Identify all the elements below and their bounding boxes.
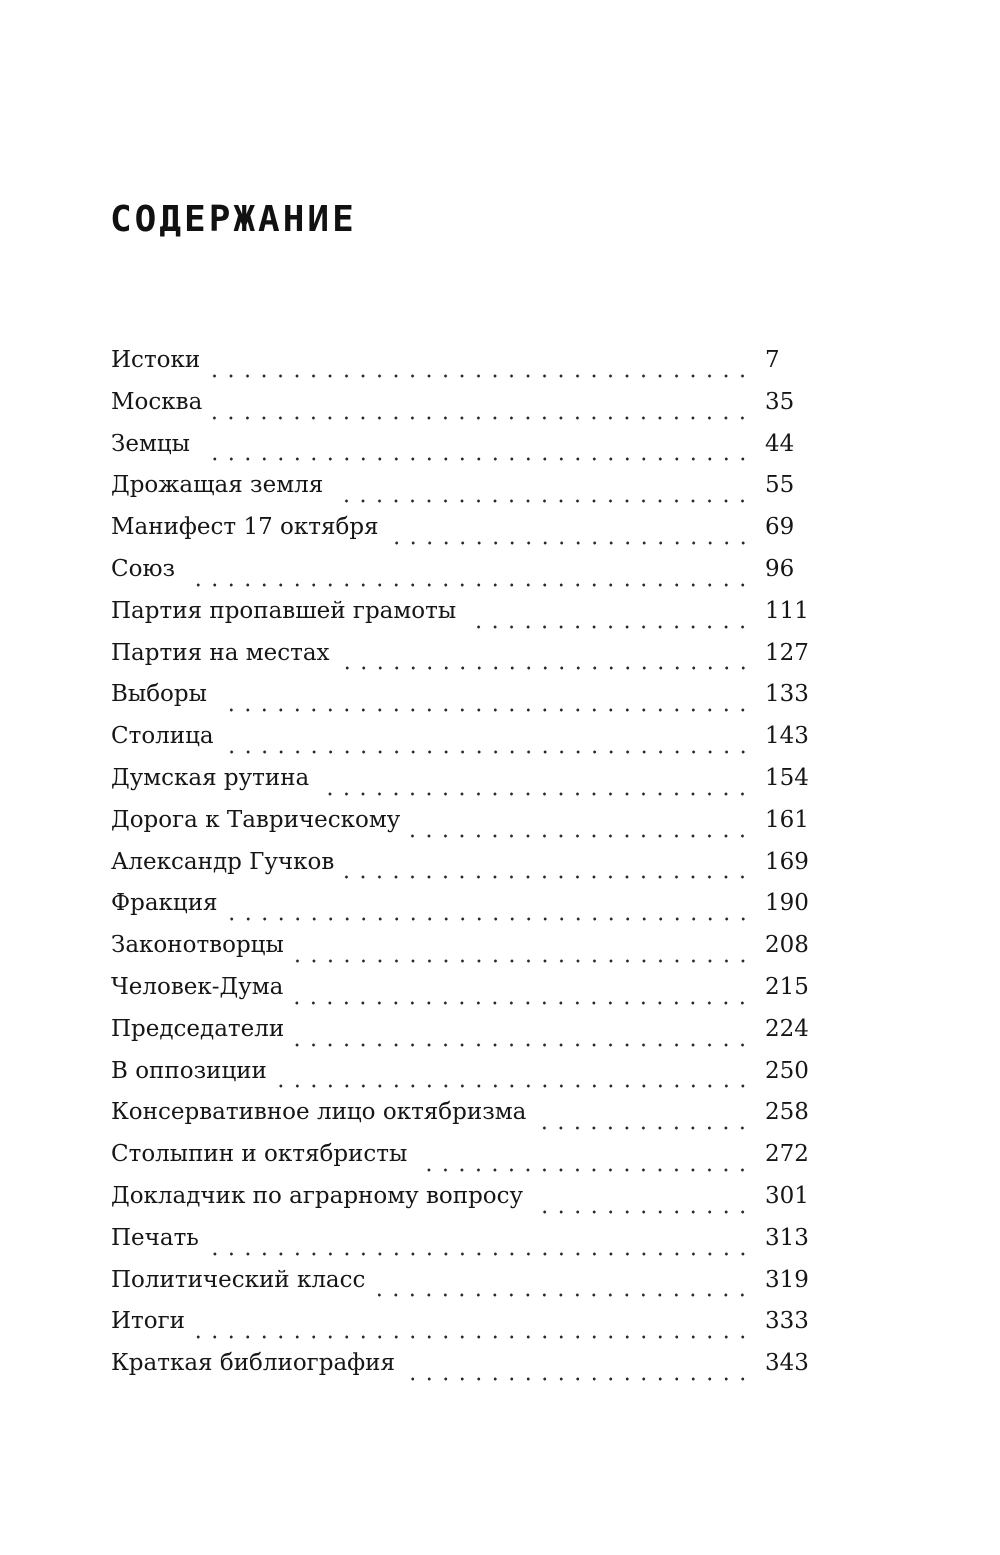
toc-entry-page-number: 55	[765, 472, 795, 499]
toc-entry[interactable]	[111, 974, 811, 1016]
toc-entry[interactable]	[111, 1267, 811, 1309]
toc-entry-title: Консервативное лицо октябризма	[111, 1099, 527, 1126]
toc-entry-title: Москва	[111, 388, 203, 415]
toc-entry-title: Манифест 17 октября	[111, 514, 379, 541]
toc-entry[interactable]	[111, 765, 811, 807]
toc-entry-page-number: 154	[765, 764, 809, 791]
toc-entry-title: Фракция	[111, 890, 218, 917]
dot-leader	[533, 1210, 751, 1214]
toc-entry-page-number: 143	[765, 723, 809, 750]
dot-leader	[224, 750, 751, 754]
toc-entry-page-number: 44	[765, 430, 795, 457]
dot-leader	[340, 666, 751, 670]
toc-entry-page-number: 111	[765, 597, 809, 624]
toc-entry-page-number: 35	[765, 388, 795, 415]
toc-entry-title: Законотворцы	[111, 932, 284, 959]
dot-leader	[212, 416, 751, 420]
dot-leader	[210, 374, 751, 378]
toc-entry-page-number: 258	[765, 1099, 809, 1126]
toc-entry-title: Союз	[111, 555, 176, 582]
toc-entry-page-number: 96	[765, 555, 795, 582]
toc-entry[interactable]	[111, 556, 811, 598]
toc-entry-page-number: 301	[765, 1182, 809, 1209]
toc-entry-page-number: 69	[765, 514, 795, 541]
toc-entry[interactable]	[111, 389, 811, 431]
toc-entry[interactable]	[111, 1183, 811, 1225]
dot-leader	[217, 708, 751, 712]
toc-entry-page-number: 319	[765, 1266, 809, 1293]
toc-entry-title: Думская рутина	[111, 764, 310, 791]
toc-entry-page-number: 215	[765, 973, 809, 1000]
dot-leader	[344, 875, 751, 879]
dot-leader	[466, 625, 751, 629]
dot-leader	[294, 1043, 751, 1047]
dot-leader	[277, 1084, 751, 1088]
toc-entry-title: Александр Гучков	[111, 848, 335, 875]
toc-entry-page-number: 133	[765, 681, 809, 708]
toc-entry[interactable]	[111, 932, 811, 974]
toc-entry-title: Столица	[111, 723, 214, 750]
toc-entry[interactable]	[111, 1016, 811, 1058]
dot-leader	[389, 541, 751, 545]
toc-entry-title: Человек-Дума	[111, 973, 284, 1000]
dot-leader	[185, 583, 751, 587]
toc-entry[interactable]	[111, 807, 811, 849]
toc-entry-title: В оппозиции	[111, 1057, 267, 1084]
toc-entry-title: Дорога к Таврическому	[111, 806, 401, 833]
table-of-contents	[111, 347, 811, 1392]
toc-entry[interactable]	[111, 1308, 811, 1350]
toc-entry-page-number: 7	[765, 347, 780, 373]
toc-entry[interactable]	[111, 890, 811, 932]
toc-entry-title: Докладчик по аграрному вопросу	[111, 1182, 524, 1209]
dot-leader	[375, 1293, 751, 1297]
toc-entry[interactable]	[111, 1350, 811, 1392]
toc-entry[interactable]	[111, 640, 811, 682]
dot-leader	[228, 917, 751, 921]
toc-entry-title: Выборы	[111, 681, 207, 708]
toc-entry[interactable]	[111, 431, 811, 473]
toc-entry[interactable]	[111, 1225, 811, 1267]
toc-entry-title: Партия на местах	[111, 639, 330, 666]
toc-entry-title: Дрожащая земля	[111, 472, 324, 499]
dot-leader	[294, 959, 751, 963]
page-title: СОДЕРЖАНИЕ	[110, 199, 357, 240]
toc-entry-page-number: 250	[765, 1057, 809, 1084]
toc-entry-page-number: 127	[765, 639, 809, 666]
toc-entry-title: Земцы	[111, 430, 190, 457]
toc-entry-title: Председатели	[111, 1015, 285, 1042]
toc-entry-page-number: 343	[765, 1350, 809, 1377]
toc-entry-title: Политический класс	[111, 1266, 366, 1293]
toc-entry[interactable]	[111, 1058, 811, 1100]
dot-leader	[405, 1377, 751, 1381]
toc-entry-title: Истоки	[111, 347, 201, 373]
toc-entry-title: Краткая библиография	[111, 1350, 396, 1377]
toc-entry[interactable]	[111, 681, 811, 723]
toc-entry-page-number: 161	[765, 806, 809, 833]
toc-entry[interactable]	[111, 514, 811, 556]
toc-entry-page-number: 169	[765, 848, 809, 875]
toc-entry[interactable]	[111, 472, 811, 514]
dot-leader	[417, 1168, 751, 1172]
toc-entry[interactable]	[111, 1099, 811, 1141]
toc-entry-page-number: 224	[765, 1015, 809, 1042]
toc-entry[interactable]	[111, 347, 811, 389]
dot-leader	[319, 792, 751, 796]
dot-leader	[209, 1252, 751, 1256]
toc-entry-title: Печать	[111, 1224, 199, 1251]
dot-leader	[536, 1126, 751, 1130]
toc-entry-page-number: 313	[765, 1224, 809, 1251]
dot-leader	[293, 1001, 751, 1005]
toc-entry[interactable]	[111, 723, 811, 765]
toc-entry-page-number: 190	[765, 890, 809, 917]
toc-entry-page-number: 208	[765, 932, 809, 959]
toc-entry-title: Партия пропавшей грамоты	[111, 597, 457, 624]
dot-leader	[195, 1335, 751, 1339]
toc-entry-title: Столыпин и октябристы	[111, 1141, 408, 1168]
dot-leader	[200, 457, 751, 461]
toc-entry-page-number: 272	[765, 1141, 809, 1168]
dot-leader	[410, 834, 751, 838]
dot-leader	[333, 499, 751, 503]
toc-entry[interactable]	[111, 849, 811, 891]
toc-entry-title: Итоги	[111, 1308, 186, 1335]
toc-entry[interactable]	[111, 1141, 811, 1183]
toc-entry[interactable]	[111, 598, 811, 640]
toc-entry-page-number: 333	[765, 1308, 809, 1335]
